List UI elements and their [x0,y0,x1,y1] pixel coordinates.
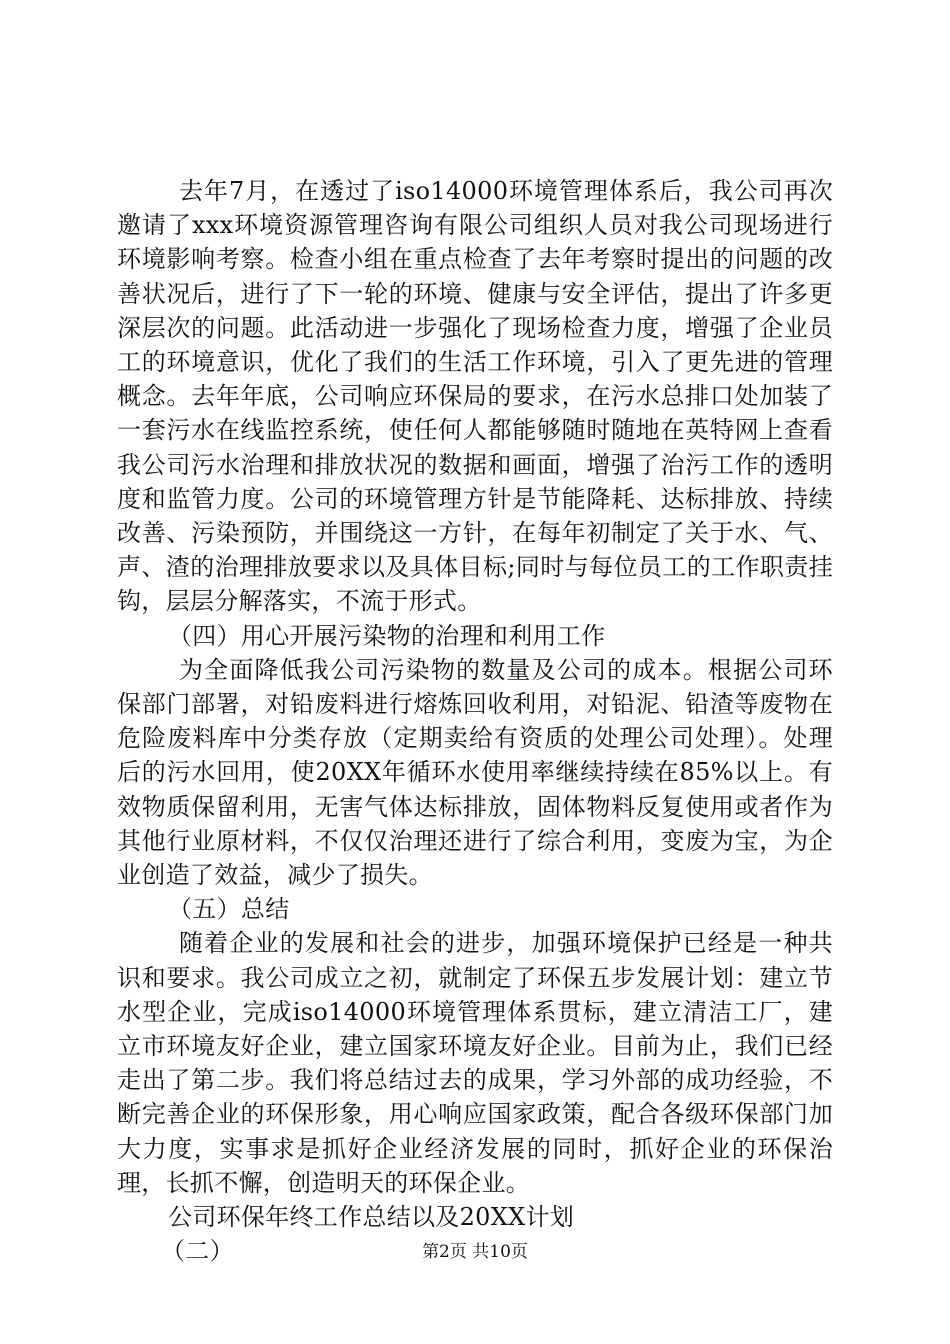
section-heading-annual-plan: 公司环保年终工作总结以及20XX计划 [168,1203,575,1232]
paragraph-summary: 随着企业的发展和社会的进步，加强环境保护已经是一种共识和要求。我公司成立之初，就制定了环保五步发展计划：建立节水型企业，完成iso14000环境管理体系贯标，建立清洁工厂，建立市环境友好企业，建立国家环境友好企业。目前为止，我们已经走出了第二步。我们将总结过去的成果，学习外部的成功经验，不断完善企业的环保形象，用心响应国家政策，配合各级环保部门加大力度，实事求是抓好企业经济发展的同时，抓好企业的环保治理，长抓不懈，创造明天的环保企业。 [117,929,833,1197]
section-heading-pollutant-treatment: （四）用心开展污染物的治理和利用工作 [168,621,606,650]
paragraph-pollutant-treatment: 为全面降低我公司污染物的数量及公司的成本。根据公司环保部门部署，对铅废料进行熔炼回收利用，对铅泥、铅渣等废物在危险废料库中分类存放（定期卖给有资质的处理公司处理）。处理后的污水回用，使20XX年循环水使用率继续持续在85%以上。有效物质保留利用，无害气体达标排放，固体物料反复使用或者作为其他行业原材料，不仅仅治理还进行了综合利用，变废为宝，为企业创造了效益，减少了损失。 [117,655,833,890]
paragraph-environment-management: 去年7月，在透过了iso14000环境管理体系后，我公司再次邀请了xxx环境资源管理咨询有限公司组织人员对我公司现场进行环境影响考察。检查小组在重点检查了去年考察时提出的问题的改善状况后，进行了下一轮的环境、健康与安全评估，提出了许多更深层次的问题。此活动进一步强化了现场检查力度，增强了企业员工的环境意识，优化了我们的生活工作环境，引入了更先进的管理概念。去年年底，公司响应环保局的要求，在污水总排口处加装了一套污水在线监控系统，使任何人都能够随时随地在英特网上查看我公司污水治理和排放状况的数据和画面，增强了治污工作的透明度和监管力度。公司的环境管理方针是节能降耗、达标排放、持续改善、污染预防，并围绕这一方针，在每年初制定了关于水、气、声、渣的治理排放要求以及具体目标;同时与每位员工的工作职责挂钩，层层分解落实，不流于形式。 [117,177,833,616]
page-number-footer: 第2页 共10页 [422,1242,528,1262]
section-heading-part-two: （二） [161,1237,234,1266]
document-body [117,174,833,1269]
section-heading-summary: （五）总结 [168,895,290,924]
